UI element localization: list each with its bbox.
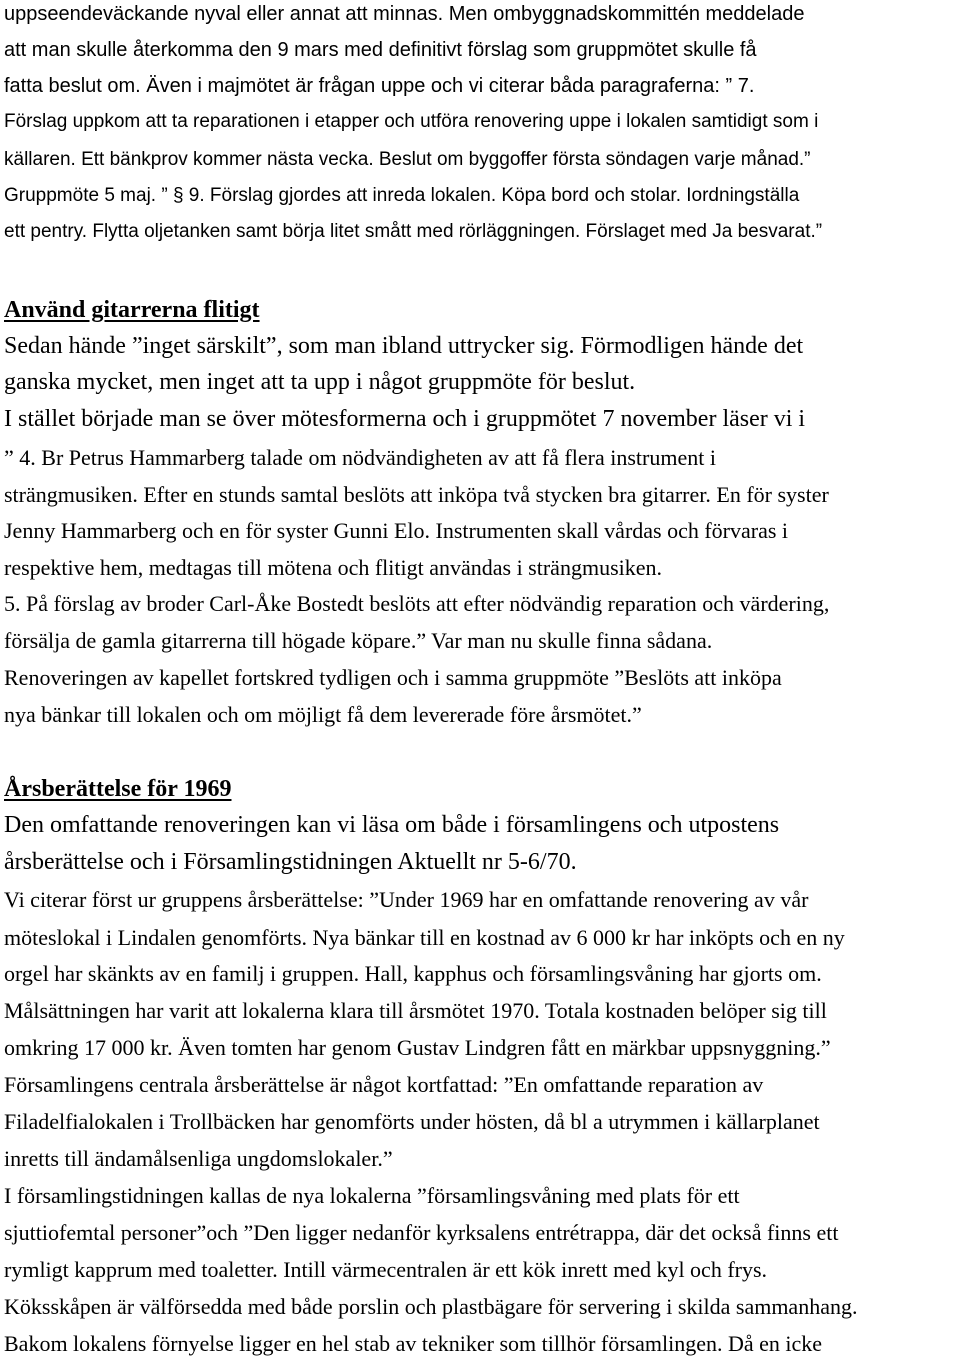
text-line: Köksskåpen är välförsedda med både porslin och plastbägare för servering i skilda sammanhang. (4, 1294, 858, 1319)
text-line: I församlingstidningen kallas de nya lokalerna ”församlingsvåning med plats för ett (4, 1183, 740, 1208)
text-line: respektive hem, medtagas till mötena och flitigt användas i strängmusiken. (4, 555, 663, 580)
text-line: årsberättelse och i Församlingstidningen Aktuellt nr 5-6/70. (4, 849, 577, 875)
text-line: sjuttiofemtal personer”och ”Den ligger nedanför kyrksalens entrétrappa, där det också finns ett (4, 1220, 839, 1245)
section-heading: Årsberättelse för 1969 (4, 776, 232, 802)
text-line: nya bänkar till lokalen och om möjligt få dem levererade före årsmötet.” (4, 702, 642, 727)
text-line: strängmusiken. Efter en stunds samtal beslöts att inköpa två stycken bra gitarrer. En för syster (4, 482, 829, 507)
text-line: ganska mycket, men inget att ta upp i något gruppmöte för beslut. (4, 369, 636, 395)
text-line: Renoveringen av kapellet fortskred tydligen och i samma gruppmöte ”Beslöts att inköpa (4, 665, 782, 690)
text-line: orgel har skänkts av en familj i gruppen. Hall, kapphus och församlingsvåning har gjorts om. (4, 961, 822, 986)
text-line: Den omfattande renoveringen kan vi läsa om både i församlingens och utpostens (4, 812, 780, 838)
text-line: Jenny Hammarberg och en för syster Gunni Elo. Instrumenten skall vårdas och förvaras i (4, 518, 789, 543)
text-line: möteslokal i Lindalen genomförts. Nya bänkar till en kostnad av 6 000 kr har inköpts och en ny (4, 925, 845, 950)
text-line: Gruppmöte 5 maj. ” § 9. Förslag gjordes att inreda lokalen. Köpa bord och stolar. Iordningställa (4, 185, 800, 206)
text-line: fatta beslut om. Även i majmötet är frågan uppe och vi citerar båda paragraferna: ” 7. (4, 75, 755, 97)
text-line: 5. På förslag av broder Carl-Åke Bostedt beslöts att efter nödvändig reparation och värdering, (4, 591, 830, 616)
text-line: ” 4. Br Petrus Hammarberg talade om nödvändigheten av att få flera instrument i (4, 445, 716, 470)
text-line: källaren. Ett bänkprov kommer nästa vecka. Beslut om byggoffer första söndagen varje månad.” (4, 149, 811, 170)
text-line: Sedan hände ”inget särskilt”, som man ibland uttrycker sig. Förmodligen hände det (4, 333, 804, 359)
text-line: ett pentry. Flytta oljetanken samt börja litet smått med rörläggningen. Förslaget med Ja besvarat.” (4, 221, 823, 242)
section-heading: Använd gitarrerna flitigt (4, 297, 260, 323)
text-line: Förslag uppkom att ta reparationen i etapper och utföra renovering uppe i lokalen samtidigt som i (4, 111, 819, 132)
text-line: Filadelfialokalen i Trollbäcken har genomförts under hösten, då bl a utrymmen i källarplanet (4, 1109, 820, 1134)
text-line: Målsättningen har varit att lokalerna klara till årsmötet 1970. Totala kostnaden belöper sig till (4, 998, 827, 1023)
text-line: att man skulle återkomma den 9 mars med definitivt förslag som gruppmötet skulle få (4, 39, 757, 61)
text-line: rymligt kapprum med toaletter. Intill värmecentralen är ett kök inrett med kyl och frys. (4, 1257, 768, 1282)
text-line: inretts till ändamålsenliga ungdomslokaler.” (4, 1146, 393, 1171)
text-line: försälja de gamla gitarrerna till högade köpare.” Var man nu skulle finna sådana. (4, 628, 713, 653)
text-line: Vi citerar först ur gruppens årsberättelse: ”Under 1969 har en omfattande renovering av vår (4, 887, 809, 912)
text-line: Bakom lokalens förnyelse ligger en hel stab av tekniker som tillhör församlingen. Då en icke (4, 1331, 823, 1356)
text-line: uppseendeväckande nyval eller annat att minnas. Men ombyggnadskommittén meddelade (4, 3, 805, 25)
text-line: Församlingens centrala årsberättelse är något kortfattad: ”En omfattande reparation av (4, 1072, 764, 1097)
text-line: I stället började man se över mötesformerna och i gruppmötet 7 november läser vi i (4, 406, 806, 432)
text-line: omkring 17 000 kr. Även tomten har genom Gustav Lindgren fått en märkbar uppsnyggning.” (4, 1035, 831, 1060)
